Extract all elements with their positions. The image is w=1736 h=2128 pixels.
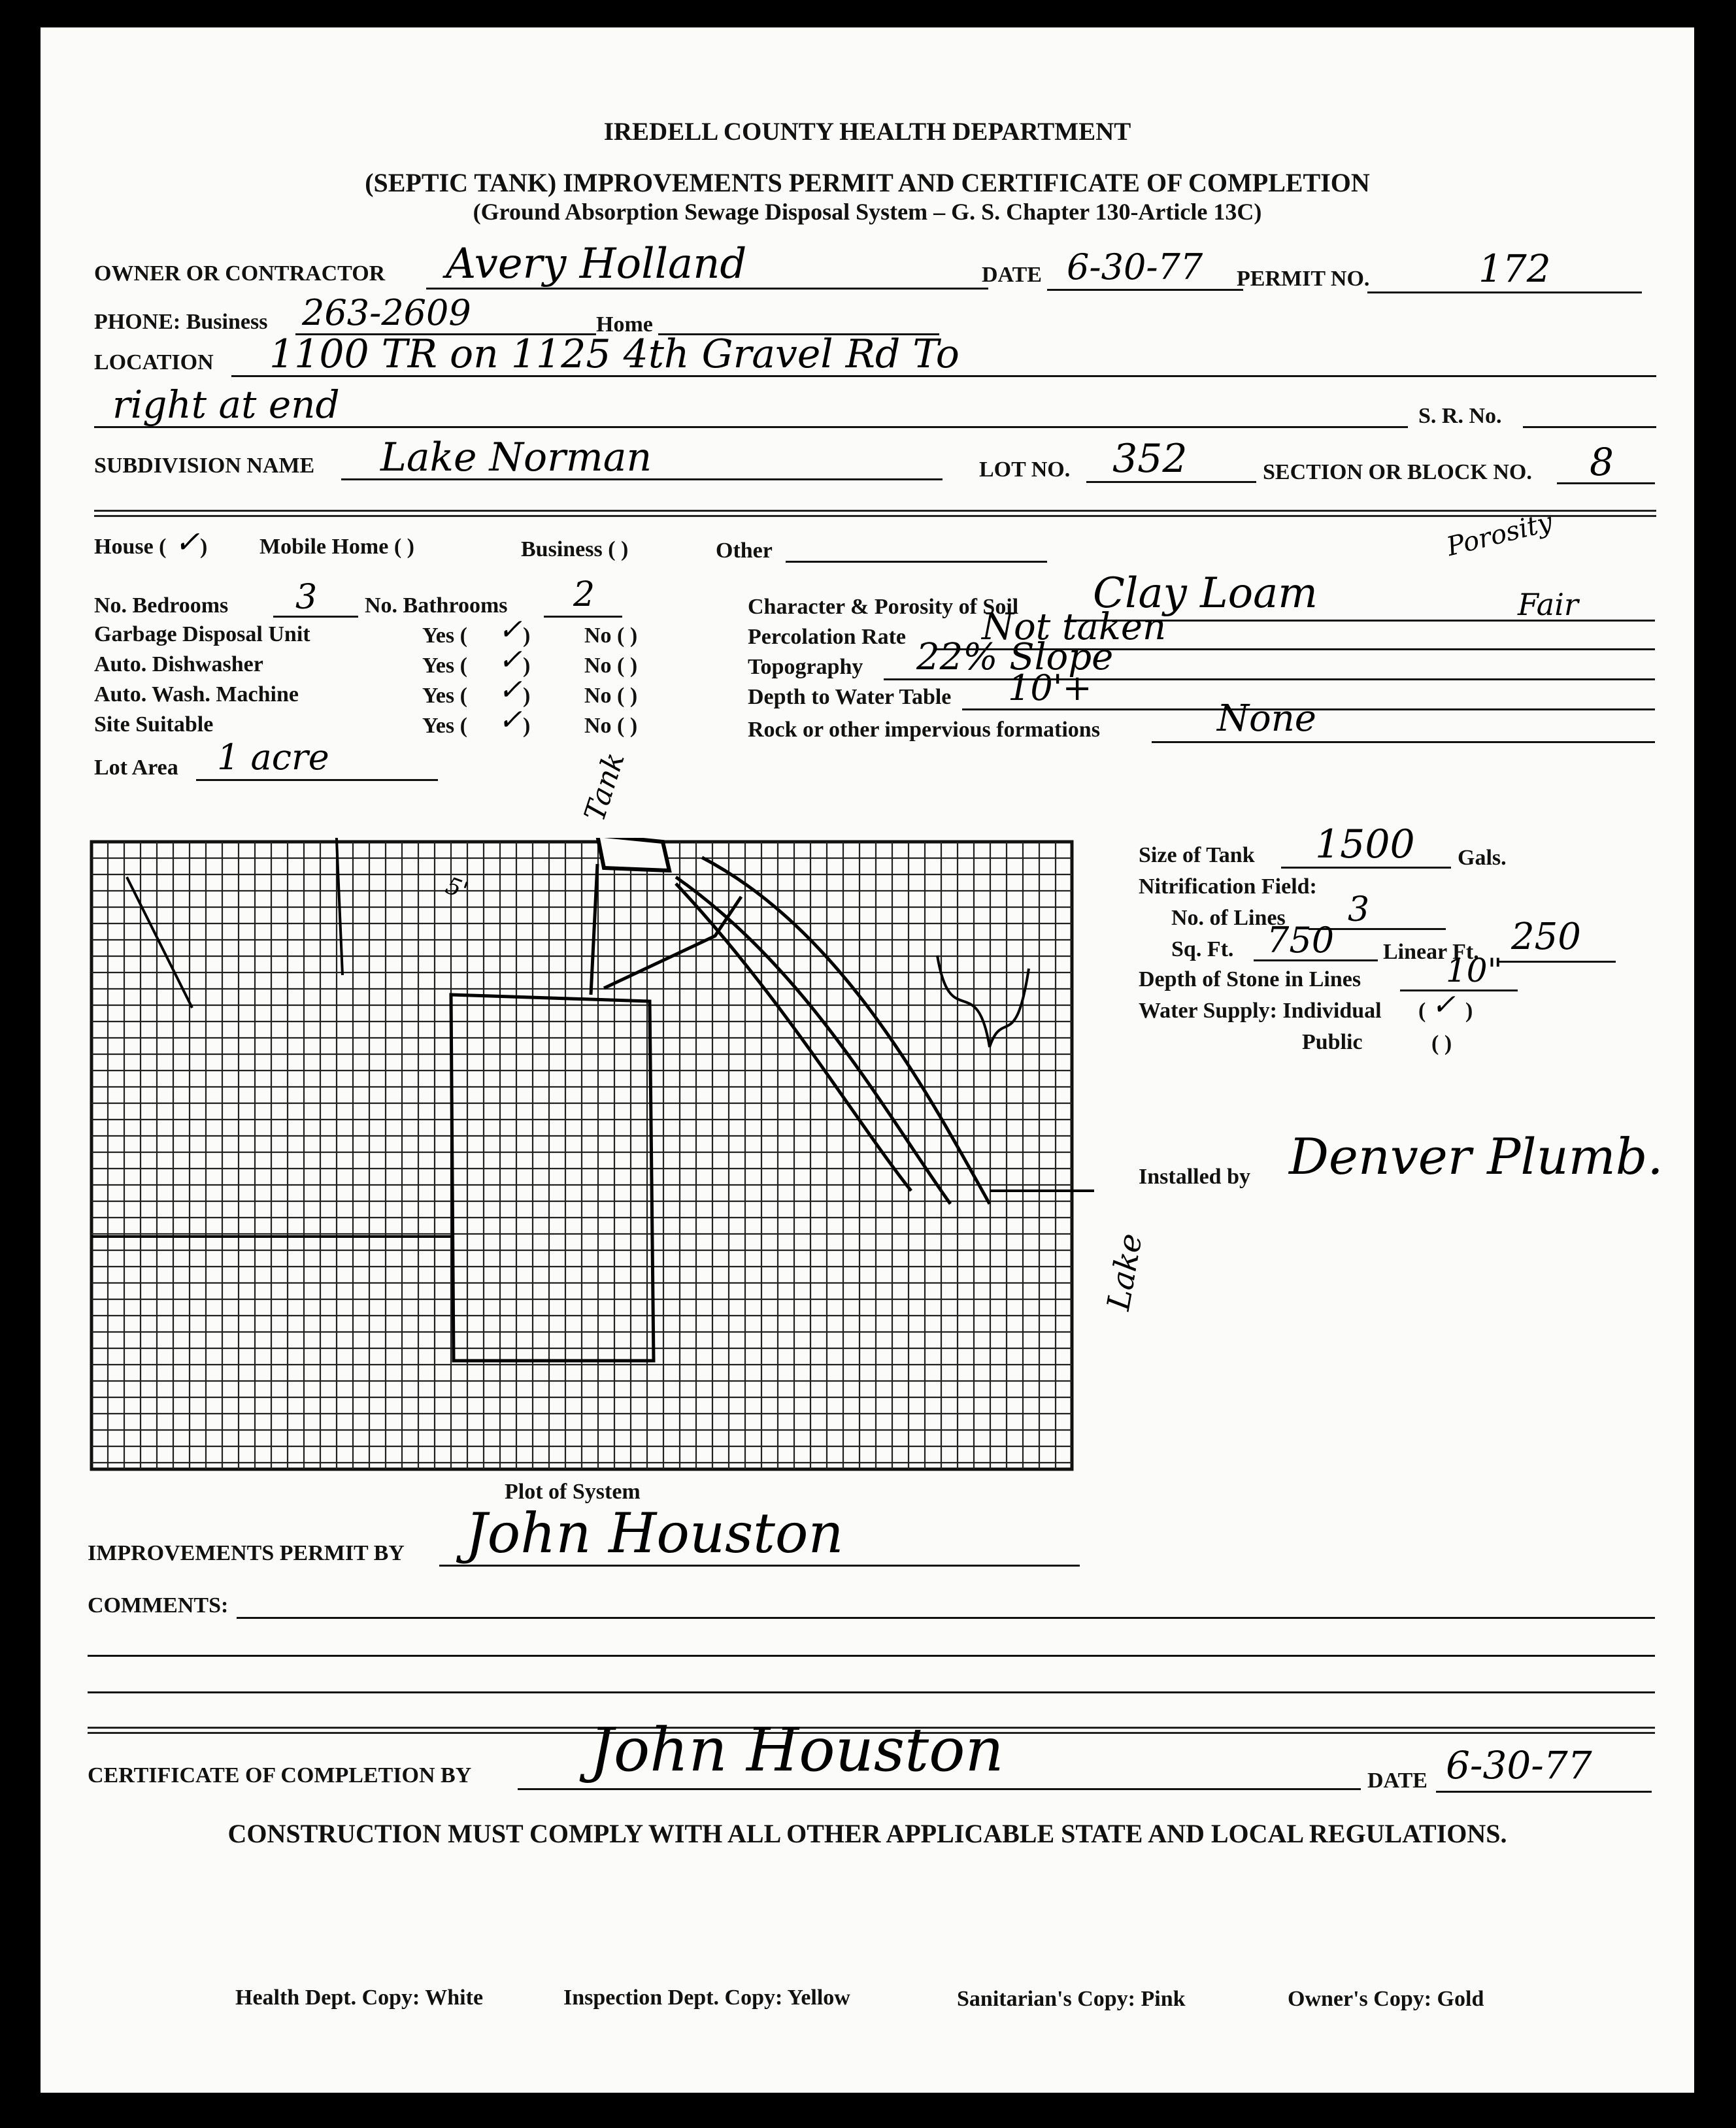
permit-no-label: PERMIT NO. [1237,267,1370,291]
water-supply-label: Water Supply: Individual [1139,999,1382,1023]
permit-no-line [1367,291,1642,293]
comments-line-3 [88,1691,1655,1693]
no-lines-value: 3 [1348,890,1370,929]
comments-label: COMMENTS: [88,1593,229,1618]
separator [94,515,1656,517]
garbage-label: Garbage Disposal Unit [94,622,310,646]
soil-value: Clay Loam [1093,569,1318,618]
garbage-no: No ( ) [584,623,638,648]
depth-stone-line [1400,989,1518,991]
rock-line [1152,741,1655,743]
home-label: Home [596,312,653,337]
other-line [786,561,1047,563]
public-box: ( ) [1431,1031,1452,1056]
linear-ft-value: 250 [1511,916,1581,958]
garbage-check: ✓ [498,613,522,646]
dishwasher-yes: Yes ( [422,654,467,678]
cert-date-label: DATE [1367,1769,1427,1793]
installed-by-label: Installed by [1139,1165,1250,1189]
site-check: ✓ [498,703,522,737]
owner-label: OWNER OR CONTRACTOR [94,261,386,286]
copy-sanitarian: Sanitarian's Copy: Pink [957,1987,1186,2011]
depth-stone-value: 10" [1446,952,1503,989]
depth-stone-label: Depth of Stone in Lines [1139,967,1361,991]
other-label: Other [716,539,773,563]
plot-dimension-label: 5' [442,872,472,905]
porosity-value: Fair [1518,587,1578,622]
rock-value: None [1217,697,1316,740]
subdivision-label: SUBDIVISION NAME [94,454,315,478]
date-line [1047,289,1243,291]
dishwasher-label: Auto. Dishwasher [94,652,263,676]
site-no: No ( ) [584,714,638,738]
business-label: Business ( ) [521,537,629,561]
wash-machine-label: Auto. Wash. Machine [94,682,299,707]
sr-no-line [1523,426,1656,428]
bathrooms-value: 2 [573,575,595,614]
site-yes: Yes ( [422,714,467,738]
permit-no-value: 172 [1478,246,1551,291]
perc-label: Percolation Rate [748,625,907,649]
plot-caption: Plot of System [505,1480,641,1504]
permit-form [41,27,1694,2093]
date-value: 6-30-77 [1067,246,1203,288]
bathrooms-label: No. Bathrooms [365,593,508,618]
lot-no-label: LOT NO. [979,457,1071,482]
house-check: ✓ [175,524,200,559]
compliance-notice: CONSTRUCTION MUST COMPLY WITH ALL OTHER APPLICABLE STATE AND LOCAL REGULATIONS. [227,1819,1507,1848]
wash-machine-no: No ( ) [584,684,638,708]
cert-date-line [1436,1791,1652,1793]
dishwasher-check: ✓ [498,643,522,676]
mobile-home-label: Mobile Home ( ) [259,535,414,559]
plot-of-system-grid [88,838,1133,1518]
lot-no-value: 352 [1112,436,1188,482]
house-label: House ( [94,535,167,559]
soil-label: Character & Porosity of Soil [748,595,1019,619]
garbage-yes-close: ) [523,623,531,648]
permit-by-label: IMPROVEMENTS PERMIT BY [88,1541,405,1565]
installed-by-value: Denver Plumb. [1289,1127,1663,1186]
location-value-1: 1100 TR on 1125 4th Gravel Rd To [269,331,960,377]
water-individual-check: ✓ [1431,988,1456,1022]
tank-shape [597,838,669,871]
tank-size-label: Size of Tank [1139,843,1255,867]
water-individual-close: ) [1465,999,1473,1023]
cert-by-label: CERTIFICATE OF COMPLETION BY [88,1763,472,1787]
sqft-value: 750 [1267,920,1335,961]
cert-by-line [518,1788,1361,1790]
wash-machine-yes: Yes ( [422,684,467,708]
subdivision-value: Lake Norman [380,435,652,480]
site-yes-close: ) [523,714,531,738]
cert-by-signature: John Houston [590,1715,1004,1785]
topo-line [884,678,1655,680]
tank-size-value: 1500 [1315,822,1415,867]
porosity-note: Porosity [1443,507,1556,563]
tank-pipe [591,864,597,995]
plot-tank-label: Tank [578,748,631,825]
water-table-value: 10'+ [1008,667,1092,708]
contour-scribble [937,956,1029,1047]
cert-date-value: 6-30-77 [1446,1743,1592,1787]
sr-no-label: S. R. No. [1418,404,1502,428]
garbage-yes: Yes ( [422,623,467,648]
owner-value: Avery Holland [446,240,747,288]
dishwasher-no: No ( ) [584,654,638,678]
location-value-2: right at end [112,382,340,427]
permit-by-signature: John Houston [465,1501,844,1565]
dishwasher-yes-close: ) [523,654,531,678]
location-label: LOCATION [94,350,214,374]
bathrooms-line [544,616,622,618]
copy-inspection: Inspection Dept. Copy: Yellow [563,1986,850,2010]
phone-value: 263-2609 [302,292,471,333]
plot-lake-label: Lake [1100,1231,1150,1313]
rock-label: Rock or other impervious formations [748,718,1100,742]
nitrification-label: Nitrification Field: [1139,874,1317,899]
comments-line-1 [237,1617,1655,1619]
water-individual-open: ( [1418,999,1426,1023]
lot-area-line [196,779,438,781]
public-label: Public [1302,1030,1363,1054]
site-label: Site Suitable [94,712,214,737]
date-label: DATE [982,263,1042,287]
wash-machine-check: ✓ [498,673,522,707]
no-lines-label: No. of Lines [1171,906,1286,930]
topo-label: Topography [748,655,863,679]
section-value: 8 [1590,440,1614,484]
water-table-label: Depth to Water Table [748,685,952,709]
house-close: ) [200,535,208,559]
linear-ft-label: Linear Ft. [1383,940,1479,964]
house-outline [451,995,654,1361]
sqft-label: Sq. Ft. [1171,937,1234,961]
lot-area-label: Lot Area [94,756,178,780]
bedrooms-value: 3 [295,578,318,617]
linear-ft-line [1498,961,1616,963]
lot-area-value: 1 acre [217,737,329,778]
copy-health: Health Dept. Copy: White [235,1986,484,2010]
section-label: SECTION OR BLOCK NO. [1263,460,1532,484]
form-title: (SEPTIC TANK) IMPROVEMENTS PERMIT AND CERTIFICATE OF COMPLETION [365,168,1370,197]
wash-machine-yes-close: ) [523,684,531,708]
bedrooms-label: No. Bedrooms [94,593,229,618]
perc-value: Not taken [982,606,1167,648]
org-name: IREDELL COUNTY HEALTH DEPARTMENT [603,118,1131,146]
gals-label: Gals. [1458,846,1507,870]
separator [94,510,1656,512]
copy-owner: Owner's Copy: Gold [1288,1987,1484,2011]
topo-value: 22% Slope [916,636,1114,678]
form-subtitle: (Ground Absorption Sewage Disposal System – G. S. Chapter 130-Article 13C) [473,199,1262,225]
comments-line-2 [88,1655,1655,1657]
phone-label: PHONE: Business [94,310,268,334]
